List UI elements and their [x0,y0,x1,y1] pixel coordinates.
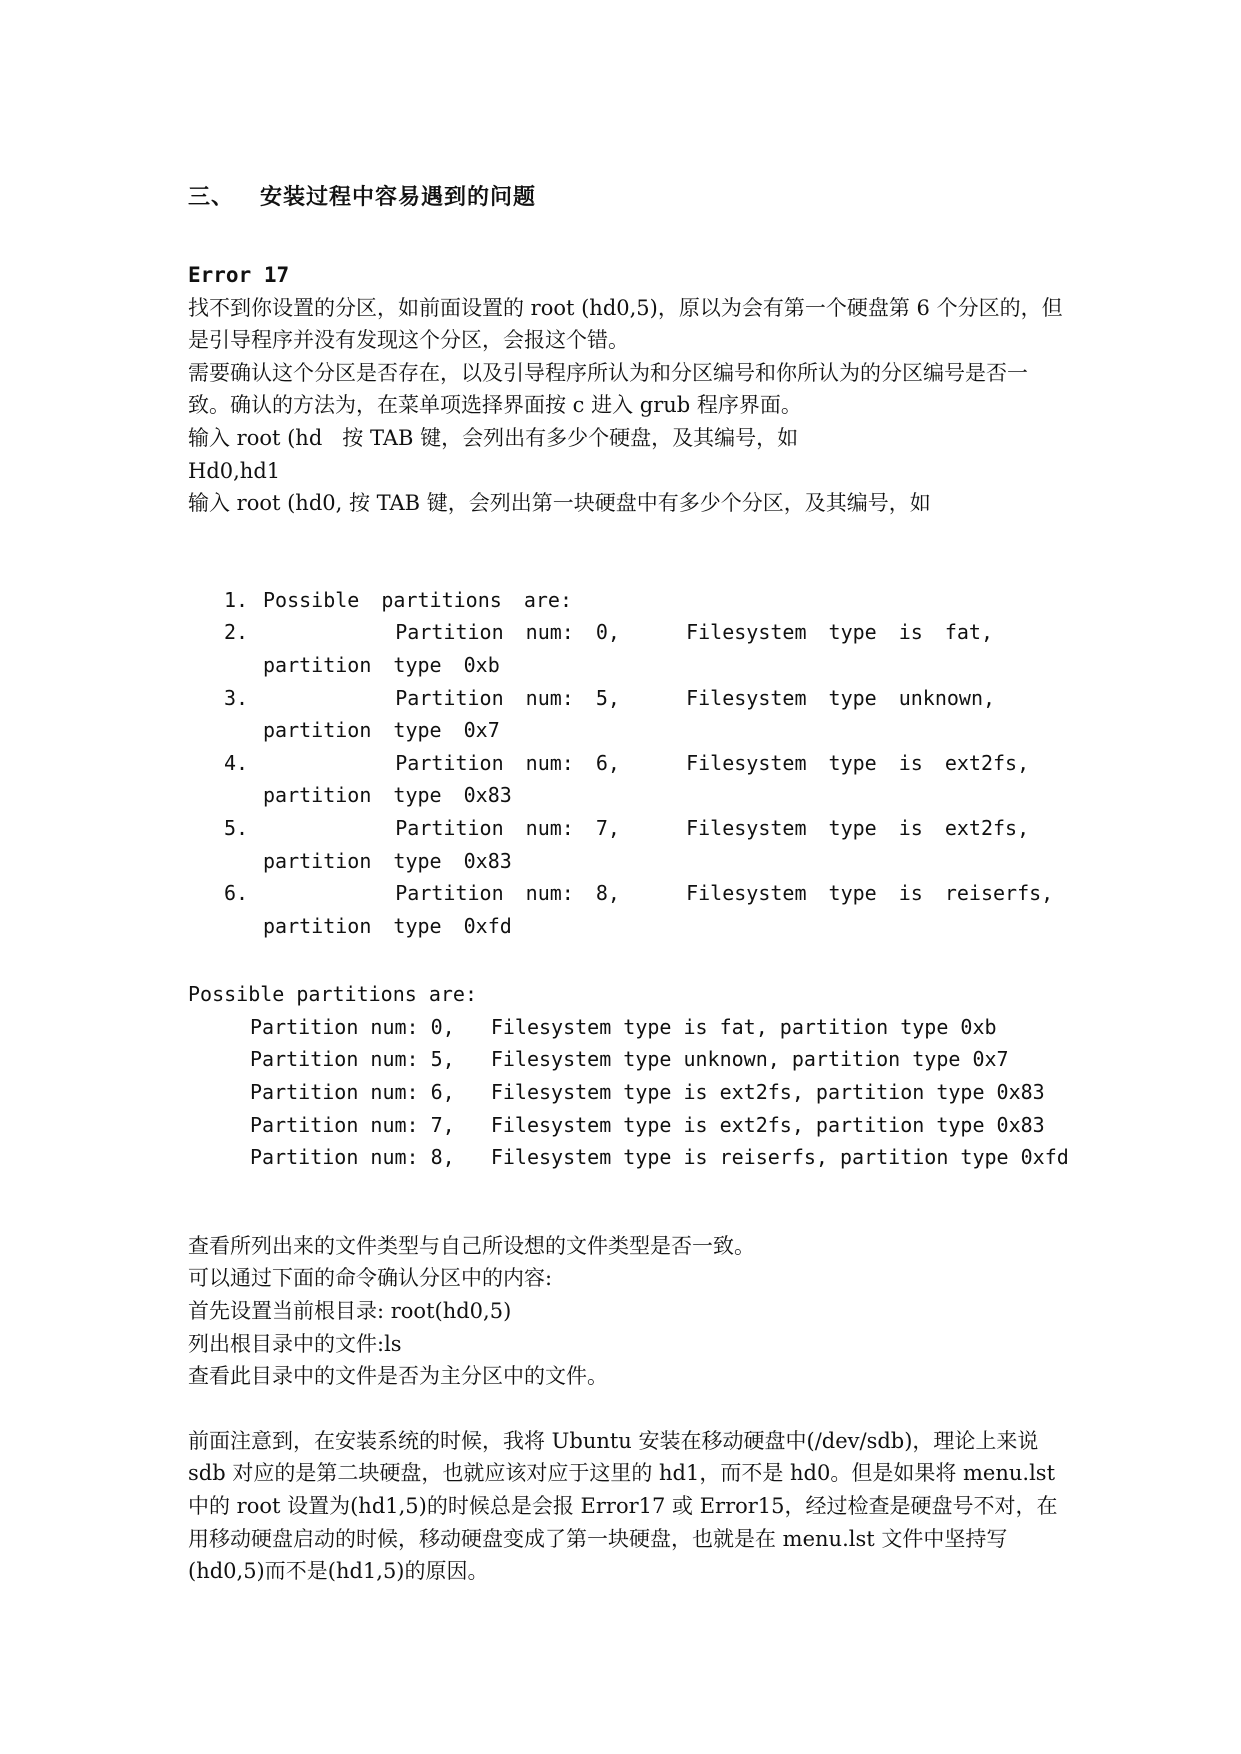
paragraph: 可以通过下面的命令确认分区中的内容: [188,1266,553,1291]
paragraph: 输入 root (hd0, 按 TAB 键，会列出第一块硬盘中有多少个分区，及其编号，如 [188,491,931,516]
paragraph: 列出根目录中的文件:ls [188,1331,402,1356]
code-line: Partition num: 5, Filesystem type unknown, partition type 0x7 [250,1047,1009,1072]
list-item [188,682,1068,747]
code-line: Partition num: 7, Filesystem type is ext2fs, partition type 0x83 [250,1112,1045,1137]
document-page [188,180,1098,1588]
section-heading [188,180,1068,211]
list-number: 4. [224,750,249,775]
paragraph: 需要确认这个分区是否存在，以及引导程序所认为和分区编号和你所认为的分区编号是否一致。确认的方法为，在菜单项选择界面按 c 进入 grub 程序界面。 [188,360,1028,418]
list-item [188,812,1068,877]
section-title: 安装过程中容易遇到的问题 [260,185,537,210]
paragraph: 找不到你设置的分区，如前面设置的 root (hd0,5)，原以为会有第一个硬盘第 6 个分区的，但是引导程序并没有发现这个分区，会报这个错。 [188,295,1063,353]
list-item [188,877,1098,942]
list-item [188,616,1068,681]
code-header: Possible partitions are: [188,982,477,1007]
list-number: 3. [224,685,249,710]
code-line: Partition num: 8, Filesystem type is reiserfs, partition type 0xfd [250,1145,1069,1170]
list-number: 5. [224,815,249,840]
list-text: Partition num: 5, Filesystem type unknown, partition type 0x7 [263,685,1018,743]
list-text: Partition num: 6, Filesystem type is ext2fs, partition type 0x83 [263,750,1052,808]
paragraph: 查看此目录中的文件是否为主分区中的文件。 [188,1364,608,1389]
paragraph: 查看所列出来的文件类型与自己所设想的文件类型是否一致。 [188,1233,755,1258]
list-text: Partition num: 8, Filesystem type is reiserfs, partition type 0xfd [263,881,1098,938]
list-text: Possible partitions are: [263,587,572,612]
code-line: Partition num: 0, Filesystem type is fat, partition type 0xb [250,1014,997,1039]
paragraph: 输入 root (hd 按 TAB 键，会列出有多少个硬盘，及其编号，如 [188,425,799,450]
error-17-title: Error 17 [188,263,290,287]
list-number: 1. [224,587,249,612]
section-number: 三、 [188,185,235,210]
list-item [188,747,1068,812]
spacer [188,1393,1068,1425]
note-paragraph: 前面注意到，在安装系统的时候，我将 Ubuntu 安装在移动硬盘中(/dev/sdb)，理论上来说 sdb 对应的是第二块硬盘，也就应该对应于这里的 hd1，而不是 hd0。但是如果将 menu.lst 中的 root 设置为(hd1,5)的时候总是会报 Error17 或 Error15，经过检查是硬盘号不对，在用移动硬盘启动的时候，移动硬盘变成了第一块硬盘，也就是在 menu.lst 文件中坚持写(hd0,5)而不是(hd1,5)的原因。 [188,1428,1062,1584]
paragraph: Hd0,hd1 [188,458,281,483]
spacer [188,1174,1068,1230]
list-number: 6. [224,881,249,906]
list-item [188,584,1068,617]
partition-code-block [188,978,1068,1174]
list-text: Partition num: 7, Filesystem type is ext2fs, partition type 0x83 [263,815,1052,873]
numbered-code-list [188,584,1098,943]
code-line: Partition num: 6, Filesystem type is ext2fs, partition type 0x83 [250,1080,1045,1105]
list-text: Partition num: 0, Filesystem type is fat, partition type 0xb [263,620,1016,677]
paragraph: 首先设置当前根目录: root(hd0,5) [188,1299,512,1324]
list-number: 2. [224,620,249,645]
